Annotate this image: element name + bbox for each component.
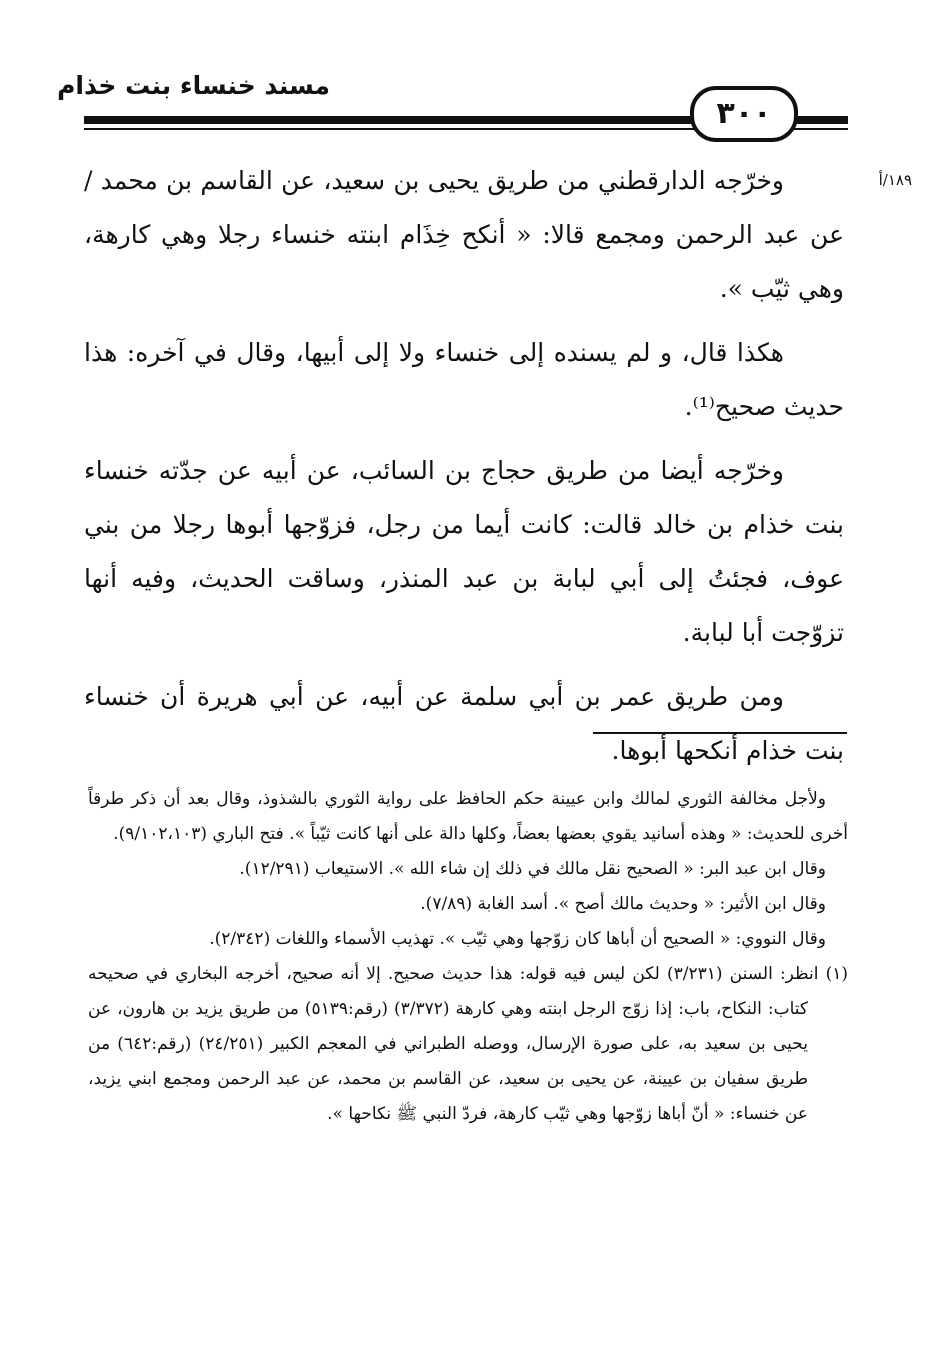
footnote-divider — [593, 732, 847, 734]
page-number-badge: ٣٠٠ — [690, 86, 798, 142]
paragraph: ومن طريق عمر بن أبي سلمة عن أبيه، عن أبي هريرة أن خنساء بنت خذام أنكحها أبوها. — [84, 682, 844, 765]
footnote-line: وقال النووي: « الصحيح أن أباها كان زوّجها وهي ثيّب ». تهذيب الأسماء واللغات (٢/٣٤٢). — [209, 929, 826, 949]
main-text — [84, 154, 844, 788]
footnote-entry: (١) انظر: السنن (٣/٢٣١) لكن ليس فيه قوله: هذا حديث صحيح. إلا أنه صحيح، أخرجه البخاري في صحيحه كتاب: النكاح، باب: إذا زوّج الرجل ابنته وهي كارهة (٣/٣٧٢) (رقم:٥١٣٩) من طريق يزيد بن هارون، عن يحيى بن سعيد به، على صورة الإرسال، ووصله الطبراني في المعجم الكبير (٢٤/٢٥١) (رقم:٦٤٢) من طريق سفيان بن عيينة، عن يحيى بن سعيد، عن القاسم بن محمد، عن عبد الرحمن ومجمع ابني يزيد، عن خنساء: « أنّ أباها زوّجها وهي ثيّب كارهة، فردّ النبي ﷺ نكاحها ». — [88, 964, 849, 1124]
footnote-line: وقال ابن الأثير: « وحديث مالك أصح ». أسد الغابة (٧/٨٩). — [420, 894, 826, 914]
paragraph: هكذا قال، و لم يسنده إلى خنساء ولا إلى أبيها، وقال في آخره: هذا حديث صحيح⁽¹⁾. — [84, 338, 844, 421]
manuscript-folio-note: ١٨٩/أ — [878, 171, 912, 189]
footnote-line: وقال ابن عبد البر: « الصحيح نقل مالك في ذلك إن شاء الله ». الاستيعاب (١٢/٢٩١). — [239, 859, 826, 879]
paragraph: وخرّجه الدارقطني من طريق يحيى بن سعيد، عن القاسم بن محمد / عن عبد الرحمن ومجمع قالا: « أنكح خِذَام ابنته خنساء رجلا وهي كارهة، وهي ثيّب ». — [84, 166, 844, 303]
footnotes — [88, 782, 848, 1132]
footnote-line: ولأجل مخالفة الثوري لمالك وابن عيينة حكم الحافظ على رواية الثوري بالشذوذ، وقال بعد أن ذكر طرقاً أخرى للحديث: « وهذه أسانيد يقوي بعضها بعضاً، وكلها دالة على أنها كانت ثيّباً ». فتح الباري (٩/١٠٢،١٠٣). — [88, 789, 848, 844]
paragraph: وخرّجه أيضا من طريق حجاج بن السائب، عن أبيه عن جدّته خنساء بنت خذام بن خالد قالت: كانت أيما من رجل، فزوّجها أبوها رجلا من بني عوف، فجئتُ إلى أبي لبابة بن عبد المنذر، وساقت الحديث، وفيه أنها تزوّجت أبا لبابة. — [84, 456, 844, 647]
running-header-title: مسند خنساء بنت خذام — [57, 71, 330, 100]
